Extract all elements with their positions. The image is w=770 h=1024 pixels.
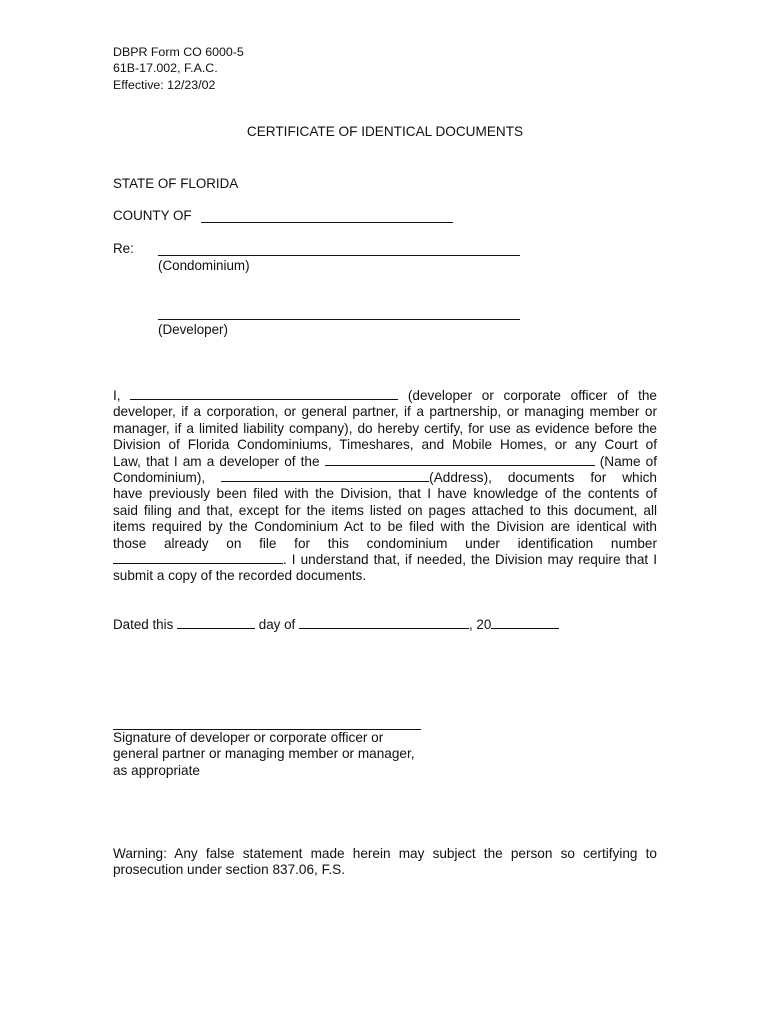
day-field[interactable] [177,617,255,629]
body-row-9: items required by the Condominium Act to be filed with the Division are identical with [113,519,657,535]
document-title: CERTIFICATE OF IDENTICAL DOCUMENTS [246,124,524,139]
re-label: Re: [113,241,134,256]
condominium-field[interactable] [158,255,520,256]
county-label: COUNTY OF [113,208,192,223]
identification-number-field[interactable] [113,552,283,564]
month-field[interactable] [299,617,469,629]
body-row-4: Division of Florida Condominiums, Timeshares, and Mobile Homes, or any Court of [113,437,657,453]
year-field[interactable] [491,617,559,629]
condominium-caption: (Condominium) [158,258,250,273]
condominium-name-field[interactable] [325,454,595,466]
form-rule: 61B-17.002, F.A.C. [113,61,218,76]
county-field[interactable] [201,222,453,223]
body-row-2: developer, if a corporation, or general partner, if a partnership, or managing member or [113,404,657,420]
body-row-8: said filing and that, except for the items listed on pages attached to this document, all [113,502,657,518]
body-row-1: I, (developer or corporate officer of the [113,388,657,403]
form-effective-date: Effective: 12/23/02 [113,77,216,92]
developer-caption: (Developer) [158,322,228,337]
form-header [113,44,244,93]
state-line: STATE OF FLORIDA [113,176,239,191]
body-row-11: . I understand that, if needed, the Division may require that I [113,552,657,568]
warning-notice: Warning: Any false statement made herein may subject the person so certifying to prosecution under section 837.06, F.S. [113,846,657,878]
body-row-3: manager, if a limited liability company), do hereby certify, for use as evidence before the [113,420,657,436]
body-row-7: have previously been filed with the Division, that I have knowledge of the contents of [113,486,657,502]
body-row-10: those already on file for this condominium under identification number [113,535,657,551]
address-field[interactable] [221,470,429,482]
body-row-6: Condominium), (Address), documents for which [113,469,657,485]
certifier-name-field[interactable] [130,388,398,400]
dated-line: Dated this day of , 20 [113,617,559,633]
body-row-12: submit a copy of the recorded documents. [113,568,367,584]
developer-field[interactable] [158,319,520,320]
certification-paragraph [113,388,657,585]
body-row-5: Law, that I am a developer of the (Name of [113,453,657,469]
signature-caption: Signature of developer or corporate officer or general partner or managing member or manager, as appropriate [113,730,415,778]
form-id: DBPR Form CO 6000-5 [113,45,244,59]
